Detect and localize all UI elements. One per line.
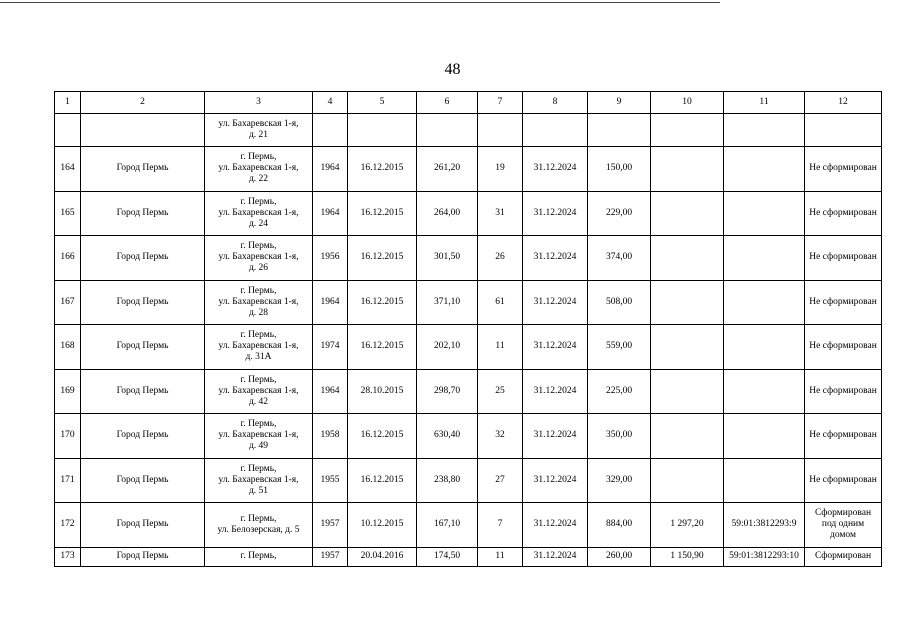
column-header: 6: [417, 92, 478, 114]
status-line: домом: [830, 530, 856, 541]
municipality-cell: Город Пермь: [81, 547, 205, 566]
status-cell: Не сформирован: [805, 147, 882, 192]
area-cell: 298,70: [417, 369, 478, 414]
deadline-cell: 31.12.2024: [523, 325, 588, 370]
row-number: 169: [55, 369, 81, 414]
table-row: [55, 369, 882, 414]
column-header: 11: [724, 92, 805, 114]
row-number: 171: [55, 458, 81, 503]
area-cell: 261,20: [417, 147, 478, 192]
residents-cell: 61: [478, 280, 523, 325]
column-header: 2: [81, 92, 205, 114]
address-line: д. 31А: [245, 352, 272, 363]
value-cell: [651, 458, 724, 503]
year-cell: 1964: [313, 191, 348, 236]
address-line: д. 26: [248, 263, 269, 274]
table-row: [55, 503, 882, 548]
address-cell: [205, 503, 313, 548]
residents-cell: 7: [478, 503, 523, 548]
address-line: г. Пермь,: [240, 196, 277, 207]
address-line: д. 49: [248, 441, 269, 452]
address-line: г. Пермь,: [240, 241, 277, 252]
deadline-cell: 31.12.2024: [523, 191, 588, 236]
continuation-row: [55, 114, 882, 147]
value-cell: [651, 369, 724, 414]
year-cell: 1956: [313, 236, 348, 281]
column-header: 7: [478, 92, 523, 114]
residents-cell: 25: [478, 369, 523, 414]
date-cell: 28.10.2015: [348, 369, 417, 414]
cell-empty: [588, 114, 651, 147]
area-cell: 238,80: [417, 458, 478, 503]
address-cell: [205, 458, 313, 503]
deadline-cell: 31.12.2024: [523, 280, 588, 325]
status-line: Сформирован: [814, 508, 872, 519]
municipality-cell: Город Пермь: [81, 147, 205, 192]
address-cell: [205, 114, 313, 147]
table-row: [55, 147, 882, 192]
cell-empty: [523, 114, 588, 147]
date-cell: 16.12.2015: [348, 325, 417, 370]
year-cell: 1957: [313, 547, 348, 566]
table-row: [55, 458, 882, 503]
year-cell: 1964: [313, 280, 348, 325]
area-cell: 264,00: [417, 191, 478, 236]
address-line: ул. Белозерская, д. 5: [217, 524, 300, 535]
status-cell: Не сформирован: [805, 236, 882, 281]
date-cell: 16.12.2015: [348, 191, 417, 236]
residents-cell: 19: [478, 147, 523, 192]
address-cell: [205, 280, 313, 325]
residents-cell: 31: [478, 191, 523, 236]
status-cell: Не сформирован: [805, 414, 882, 459]
value-cell: 508,00: [588, 280, 651, 325]
cadastral-cell: [724, 147, 805, 192]
year-cell: 1964: [313, 147, 348, 192]
cell-empty: [313, 114, 348, 147]
status-cell: Не сформирован: [805, 325, 882, 370]
date-cell: 20.04.2016: [348, 547, 417, 566]
column-header: 10: [651, 92, 724, 114]
address-line: ул. Бахаревская 1-я,: [218, 252, 299, 263]
table-row: [55, 280, 882, 325]
cell-empty: [478, 114, 523, 147]
residents-cell: 26: [478, 236, 523, 281]
area-cell: 167,10: [417, 503, 478, 548]
column-header: 4: [313, 92, 348, 114]
value-cell: 350,00: [588, 414, 651, 459]
deadline-cell: 31.12.2024: [523, 503, 588, 548]
municipality-cell: Город Пермь: [81, 503, 205, 548]
column-header: 3: [205, 92, 313, 114]
address-cell: [205, 147, 313, 192]
cell-empty: [651, 114, 724, 147]
value-cell: 884,00: [588, 503, 651, 548]
column-header: 8: [523, 92, 588, 114]
municipality-cell: Город Пермь: [81, 369, 205, 414]
date-cell: 16.12.2015: [348, 236, 417, 281]
address-line: г. Пермь,: [240, 463, 277, 474]
year-cell: 1964: [313, 369, 348, 414]
year-cell: 1958: [313, 414, 348, 459]
table-row: [55, 414, 882, 459]
residents-cell: 27: [478, 458, 523, 503]
cell-empty: [417, 114, 478, 147]
column-header: 5: [348, 92, 417, 114]
cadastral-cell: [724, 458, 805, 503]
address-line: г. Пермь,: [240, 419, 277, 430]
value-cell: [651, 191, 724, 236]
cadastral-cell: [724, 280, 805, 325]
table-row: [55, 236, 882, 281]
residents-cell: 11: [478, 325, 523, 370]
address-line: ул. Бахаревская 1-я,: [218, 207, 299, 218]
row-number: 172: [55, 503, 81, 548]
residents-cell: 32: [478, 414, 523, 459]
municipality-cell: Город Пермь: [81, 325, 205, 370]
status-cell: Не сформирован: [805, 369, 882, 414]
year-cell: 1957: [313, 503, 348, 548]
value-cell: [651, 236, 724, 281]
register-table: [54, 91, 882, 567]
municipality-cell: Город Пермь: [81, 236, 205, 281]
deadline-cell: 31.12.2024: [523, 458, 588, 503]
cadastral-cell: [724, 191, 805, 236]
address-line: ул. Бахаревская 1-я,: [218, 430, 299, 441]
row-number: 168: [55, 325, 81, 370]
value-cell: 229,00: [588, 191, 651, 236]
address-line: д. 42: [248, 396, 269, 407]
status-cell: Не сформирован: [805, 458, 882, 503]
address-cell: [205, 236, 313, 281]
value-cell: 260,00: [588, 547, 651, 566]
cell-empty: [81, 114, 205, 147]
deadline-cell: 31.12.2024: [523, 547, 588, 566]
cadastral-cell: 59:01:3812293:10: [724, 547, 805, 566]
row-number: 165: [55, 191, 81, 236]
address-line: д. 21: [248, 130, 269, 140]
address-line: ул. Бахаревская 1-я,: [218, 163, 299, 174]
value-cell: 559,00: [588, 325, 651, 370]
date-cell: 16.12.2015: [348, 147, 417, 192]
column-header: 1: [55, 92, 81, 114]
year-cell: 1955: [313, 458, 348, 503]
cell-empty: [348, 114, 417, 147]
address-line: д. 22: [248, 174, 269, 185]
status-cell: Сформирован: [805, 547, 882, 566]
cadastral-cell: [724, 414, 805, 459]
address-line: г. Пермь,: [240, 551, 277, 561]
row-number: 166: [55, 236, 81, 281]
value-cell: 1 297,20: [651, 503, 724, 548]
address-cell: [205, 191, 313, 236]
address-line: г. Пермь,: [240, 513, 277, 524]
scan-border-line: [0, 2, 720, 3]
cadastral-cell: [724, 325, 805, 370]
value-cell: 329,00: [588, 458, 651, 503]
address-line: г. Пермь,: [240, 285, 277, 296]
value-cell: 150,00: [588, 147, 651, 192]
row-number: 173: [55, 547, 81, 566]
value-cell: 1 150,90: [651, 547, 724, 566]
column-header: 9: [588, 92, 651, 114]
table-row: [55, 325, 882, 370]
page-number: 48: [444, 61, 461, 78]
cell-empty: [805, 114, 882, 147]
value-cell: [651, 147, 724, 192]
address-cell: [205, 414, 313, 459]
value-cell: [651, 325, 724, 370]
status-cell: [805, 503, 882, 548]
address-line: ул. Бахаревская 1-я,: [218, 119, 299, 129]
area-cell: 174,50: [417, 547, 478, 566]
cadastral-cell: [724, 369, 805, 414]
value-cell: 225,00: [588, 369, 651, 414]
table-row: [55, 547, 882, 566]
address-line: д. 28: [248, 307, 269, 318]
column-header: 12: [805, 92, 882, 114]
value-cell: [651, 280, 724, 325]
address-line: ул. Бахаревская 1-я,: [218, 341, 299, 352]
status-line: под одним: [821, 519, 865, 530]
table-row: [55, 191, 882, 236]
address-line: г. Пермь,: [240, 330, 277, 341]
area-cell: 301,50: [417, 236, 478, 281]
value-cell: 374,00: [588, 236, 651, 281]
address-line: г. Пермь,: [240, 374, 277, 385]
address-cell: [205, 325, 313, 370]
area-cell: 371,10: [417, 280, 478, 325]
municipality-cell: Город Пермь: [81, 280, 205, 325]
area-cell: 630,40: [417, 414, 478, 459]
date-cell: 16.12.2015: [348, 414, 417, 459]
address-line: ул. Бахаревская 1-я,: [218, 296, 299, 307]
date-cell: 16.12.2015: [348, 280, 417, 325]
status-cell: Не сформирован: [805, 191, 882, 236]
deadline-cell: 31.12.2024: [523, 414, 588, 459]
deadline-cell: 31.12.2024: [523, 147, 588, 192]
address-line: д. 51: [248, 485, 269, 496]
cell-empty: [724, 114, 805, 147]
area-cell: 202,10: [417, 325, 478, 370]
municipality-cell: Город Пермь: [81, 458, 205, 503]
value-cell: [651, 414, 724, 459]
address-line: г. Пермь,: [240, 152, 277, 163]
address-cell: [205, 369, 313, 414]
cell-empty: [55, 114, 81, 147]
date-cell: 10.12.2015: [348, 503, 417, 548]
status-cell: Не сформирован: [805, 280, 882, 325]
address-line: ул. Бахаревская 1-я,: [218, 474, 299, 485]
municipality-cell: Город Пермь: [81, 414, 205, 459]
year-cell: 1974: [313, 325, 348, 370]
cadastral-cell: 59:01:3812293:9: [724, 503, 805, 548]
header-row: [55, 92, 882, 114]
deadline-cell: 31.12.2024: [523, 369, 588, 414]
date-cell: 16.12.2015: [348, 458, 417, 503]
cadastral-cell: [724, 236, 805, 281]
address-line: д. 24: [248, 218, 269, 229]
residents-cell: 11: [478, 547, 523, 566]
address-line: ул. Бахаревская 1-я,: [218, 385, 299, 396]
deadline-cell: 31.12.2024: [523, 236, 588, 281]
municipality-cell: Город Пермь: [81, 191, 205, 236]
address-cell: [205, 547, 313, 566]
row-number: 170: [55, 414, 81, 459]
row-number: 164: [55, 147, 81, 192]
row-number: 167: [55, 280, 81, 325]
